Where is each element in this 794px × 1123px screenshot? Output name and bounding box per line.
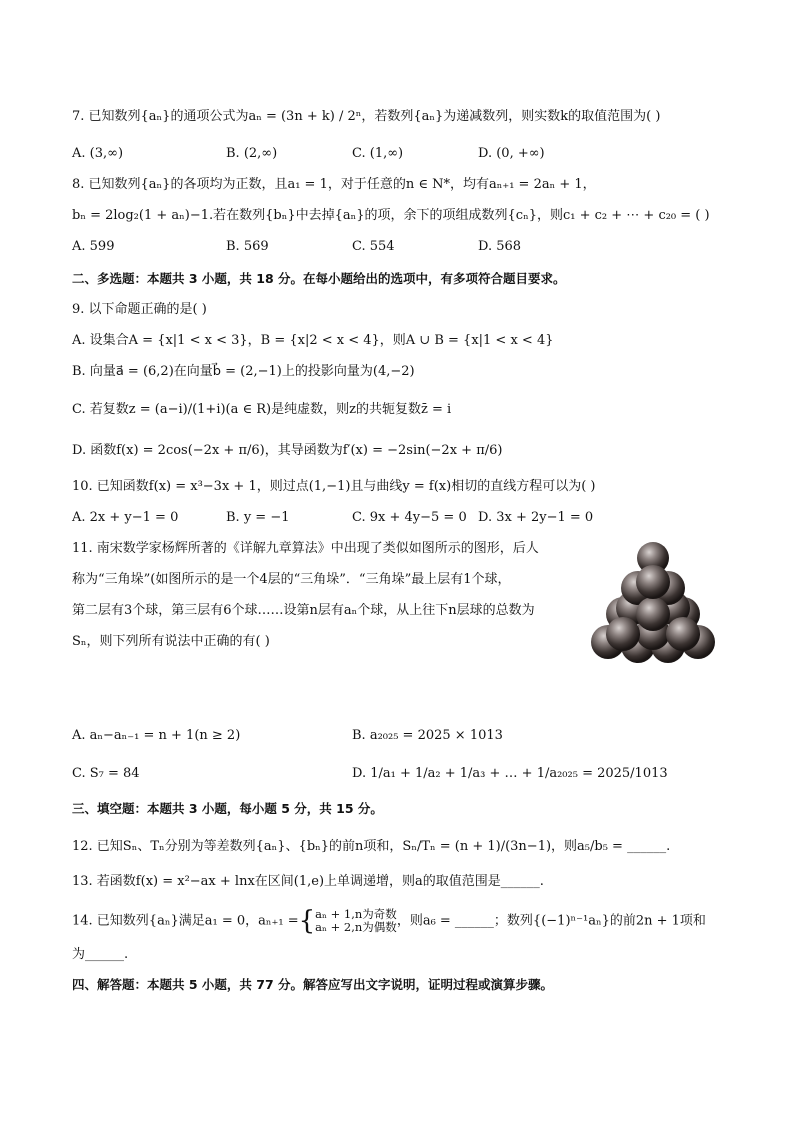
q11-stem-line1: 11. 南宋数学家杨辉所著的《详解九章算法》中出现了类似如图所示的图形，后人	[72, 541, 539, 556]
q9-option-d: D. 函数f(x) = 2cos(−2x + π/6)，其导函数为f′(x) = −2sin(−2x + π/6)	[72, 443, 503, 458]
q9-option-a: A. 设集合A = {x|1 < x < 3}，B = {x|2 < x < 4}，则A ∪ B = {x|1 < x < 4}	[72, 333, 554, 348]
q14-piecewise-brace: {	[298, 906, 316, 936]
q11-option-c: C. S₇ = 84	[72, 766, 140, 781]
triangular-ball-pile-icon	[583, 538, 723, 666]
q10-option-c: C. 9x + 4y−5 = 0	[352, 510, 467, 525]
q11-option-d: D. 1/a₁ + 1/a₂ + 1/a₃ + … + 1/a₂₀₂₅ = 2025/1013	[352, 766, 668, 781]
q14-stem-start: 14. 已知数列{aₙ}满足a₁ = 0，aₙ₊₁ =	[72, 913, 299, 929]
q7-option-a: A. (3,∞)	[72, 146, 124, 161]
q9-stem: 9. 以下命题正确的是( )	[72, 302, 207, 317]
q11-option-b: B. a₂₀₂₅ = 2025 × 1013	[352, 728, 503, 743]
q10-option-d: D. 3x + 2y−1 = 0	[478, 510, 594, 525]
q14-piecewise	[315, 908, 397, 934]
q14-case-even: aₙ + 2,n为偶数	[315, 920, 397, 934]
q8-option-c: C. 554	[352, 239, 395, 254]
q8-stem-line2: bₙ = 2log₂(1 + aₙ)−1.若在数列{bₙ}中去掉{aₙ}的项，余下的项组成数列{cₙ}，则c₁ + c₂ + ⋯ + c₂₀ = ( )	[72, 208, 710, 223]
q13-stem: 13. 若函数f(x) = x²−ax + lnx在区间(1,e)上单调递增，则a的取值范围是______.	[72, 874, 544, 889]
q11-option-a: A. aₙ−aₙ₋₁ = n + 1(n ≥ 2)	[72, 728, 241, 743]
q14-stem-end: ，则a₆ = ______；数列{(−1)ⁿ⁻¹aₙ}的前2n + 1项和	[396, 913, 706, 929]
q14-stem-line2: 为______.	[72, 947, 129, 962]
q11-stem-line3: 第二层有3个球，第三层有6个球……设第n层有aₙ个球，从上往下n层球的总数为	[72, 603, 535, 618]
q14-stem-line1	[72, 908, 706, 934]
q8-option-a: A. 599	[72, 239, 115, 254]
section-3-heading: 三、填空题：本题共 3 小题，每小题 5 分，共 15 分。	[72, 801, 383, 816]
q10-stem: 10. 已知函数f(x) = x³−3x + 1，则过点(1,−1)且与曲线y = f(x)相切的直线方程可以为( )	[72, 479, 596, 494]
q7-option-d: D. (0, +∞)	[478, 146, 545, 161]
q8-stem-line1: 8. 已知数列{aₙ}的各项均为正数，且a₁ = 1，对于任意的n ∈ N*，均有aₙ₊₁ = 2aₙ + 1，	[72, 177, 596, 192]
triangular-ball-pile-figure	[583, 538, 723, 666]
q8-option-d: D. 568	[478, 239, 522, 254]
q14-case-odd: aₙ + 1,n为奇数	[315, 907, 397, 921]
q7-stem: 7. 已知数列{aₙ}的通项公式为aₙ = (3n + k) / 2ⁿ，若数列{aₙ}为递减数列，则实数k的取值范围为( )	[72, 109, 661, 124]
q10-option-b: B. y = −1	[226, 510, 290, 525]
q8-option-b: B. 569	[226, 239, 269, 254]
q9-option-b: B. 向量a⃗ = (6,2)在向量b⃗ = (2,−1)上的投影向量为(4,−2)	[72, 364, 415, 379]
section-2-heading: 二、多选题：本题共 3 小题，共 18 分。在每小题给出的选项中，有多项符合题目要求。	[72, 271, 566, 286]
q9-option-c: C. 若复数z = (a−i)/(1+i)(a ∈ R)是纯虚数，则z的共轭复数z̄ = i	[72, 402, 452, 417]
q7-option-c: C. (1,∞)	[352, 146, 404, 161]
q7-option-b: B. (2,∞)	[226, 146, 278, 161]
q10-option-a: A. 2x + y−1 = 0	[72, 510, 179, 525]
q12-stem: 12. 已知Sₙ、Tₙ分别为等差数列{aₙ}、{bₙ}的前n项和，Sₙ/Tₙ = (n + 1)/(3n−1)，则a₅/b₅ = ______.	[72, 839, 671, 854]
q11-stem-line2: 称为“三角垛”(如图所示的是一个4层的“三角垛”．“三角垛”最上层有1个球，	[72, 572, 511, 587]
section-4-heading: 四、解答题：本题共 5 小题，共 77 分。解答应写出文字说明，证明过程或演算步骤。	[72, 977, 554, 992]
q11-stem-line4: Sₙ，则下列所有说法中正确的有( )	[72, 634, 270, 649]
